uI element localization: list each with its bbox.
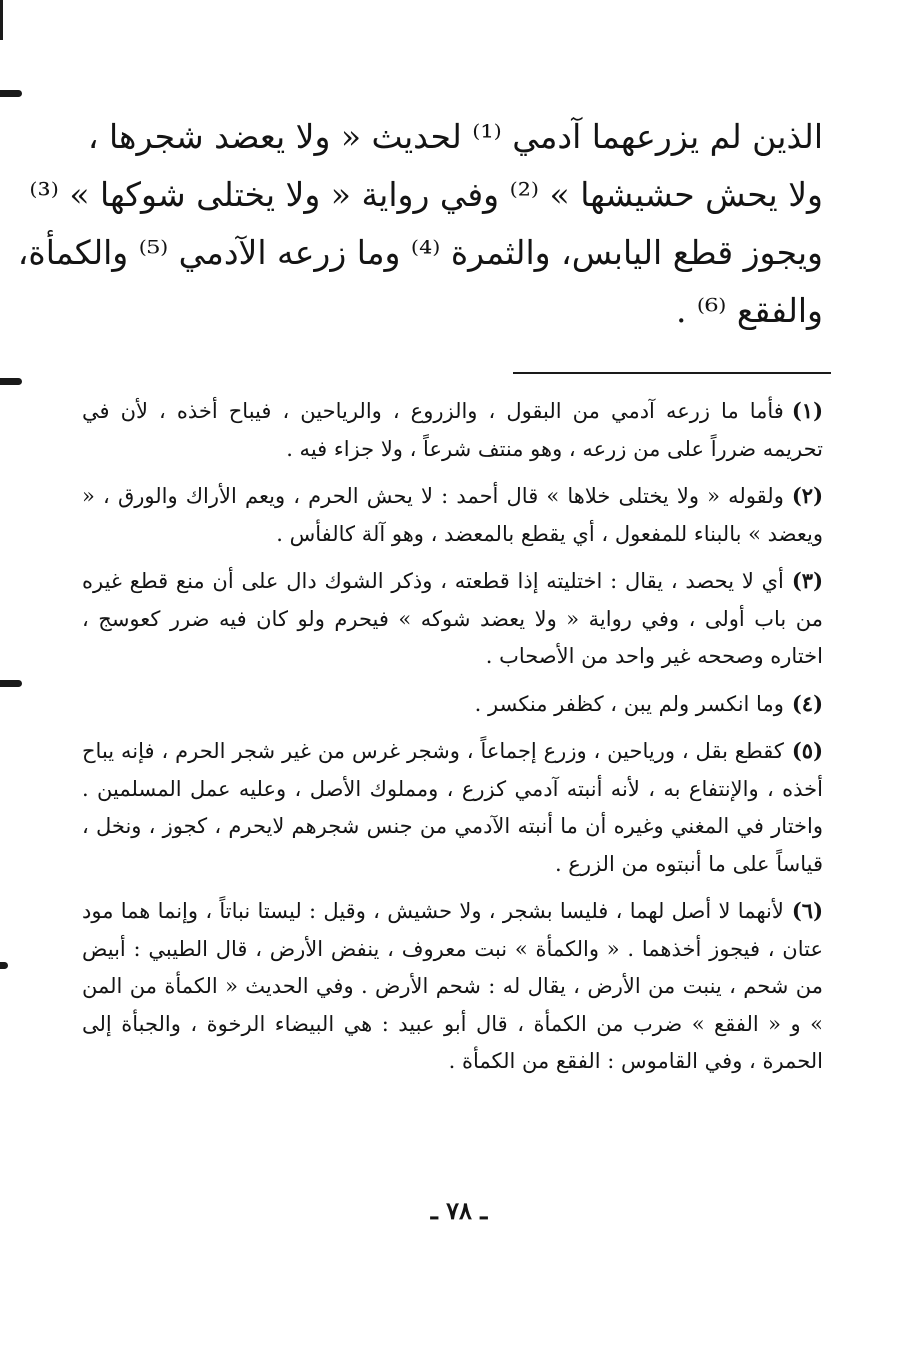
page-edge-mark xyxy=(0,680,22,687)
footnote-text: لأنهما لا أصل لهما ، فليسا بشجر ، ولا حشيش ، وقيل : ليستا نباتاً ، وإنما هما مود عتان ، فيجوز أخذهما . « والكمأة » نبت معروف ، ينفض الأرض ، قال الطيبي : أبيض من شحم ، ينبت من الأرض ، يقال له : شحم الأرض . وفي الحديث « الكمأة من المن » و « الفقع » ضرب من الكمأة ، قال أبو عبيد : هي البيضاء الرخوة ، والجبأة إلى الحمرة ، وفي القاموس : الفقع من الكمأة . xyxy=(82,899,823,1073)
footnote-text: أي لا يحصد ، يقال : اختليته إذا قطعته ، وذكر الشوك دال على أن منع قطع غيره من باب أولى ، وفي رواية « ولا يعضد شوكه » فيحرم ولو كان فيه ضرر كعوسج ، اختاره وصححه غير واحد من الأصحاب . xyxy=(82,569,823,668)
footnote-number: (٦) xyxy=(791,898,823,923)
footnote-number: (٥) xyxy=(791,738,823,763)
main-text xyxy=(17,108,823,340)
page-edge-mark xyxy=(0,90,22,97)
page-edge-mark xyxy=(0,962,8,969)
footnote-5 xyxy=(82,732,823,883)
footnote-text: ولقوله « ولا يختلى خلاها » قال أحمد : لا يحش الحرم ، ويعم الأراك والورق ، « ويعضد » بالبناء للمفعول ، أي يقطع بالمعضد ، وهو آلة كالفأس . xyxy=(82,484,823,546)
footnote-4 xyxy=(82,685,823,724)
footnote-number: (٤) xyxy=(791,690,823,716)
page-edge-mark xyxy=(0,378,22,385)
footnote-3 xyxy=(82,562,823,676)
main-text-line: الذين لم يزرعهما آدمي ⁽¹⁾ لحديث « ولا يعضد شجرها ، xyxy=(87,117,823,156)
footnote-6 xyxy=(82,892,823,1081)
footnote-divider xyxy=(513,372,831,374)
main-text-line: والفقع ⁽⁶⁾ . xyxy=(675,291,823,330)
footnotes xyxy=(82,392,823,1090)
footnote-text: كقطع بقل ، ورياحين ، وزرع إجماعاً ، وشجر غرس من غير شجر الحرم ، فإنه يباح أخذه ، والإنتفاع به ، لأنه أنبته آدمي كزرع ، ومملوك الأصل ، وعليه عمل المسلمين . واختار في المغني وغيره أن ما أنبته الآدمي من جنس شجرهم لايحرم ، كجوز ، ونخل ، قياساً على ما أنبتوه من الزرع . xyxy=(82,739,823,876)
footnote-1 xyxy=(82,392,823,468)
footnote-text: وما انكسر ولم يبن ، كظفر منكسر . xyxy=(474,691,784,716)
page-edge-line xyxy=(0,0,3,40)
footnote-number: (٣) xyxy=(791,568,823,593)
footnote-2 xyxy=(82,477,823,553)
page-number: ـ ٧٨ ـ xyxy=(430,1196,488,1225)
main-text-line: ولا يحش حشيشها » ⁽²⁾ وفي رواية « ولا يختلى شوكها » ⁽³⁾ xyxy=(29,175,823,214)
main-text-line: ويجوز قطع اليابس، والثمرة ⁽⁴⁾ وما زرعه الآدمي ⁽⁵⁾ والكمأة، xyxy=(17,233,823,272)
footnote-text: فأما ما زرعه آدمي من البقول ، والزروع ، والرياحين ، فيباح أخذه ، لأن في تحريمه ضرراً على من زرعه ، وهو منتف شرعاً ، ولا جزاء فيه . xyxy=(82,399,823,461)
footnote-number: (١) xyxy=(791,398,823,423)
footnote-number: (٢) xyxy=(791,483,823,508)
